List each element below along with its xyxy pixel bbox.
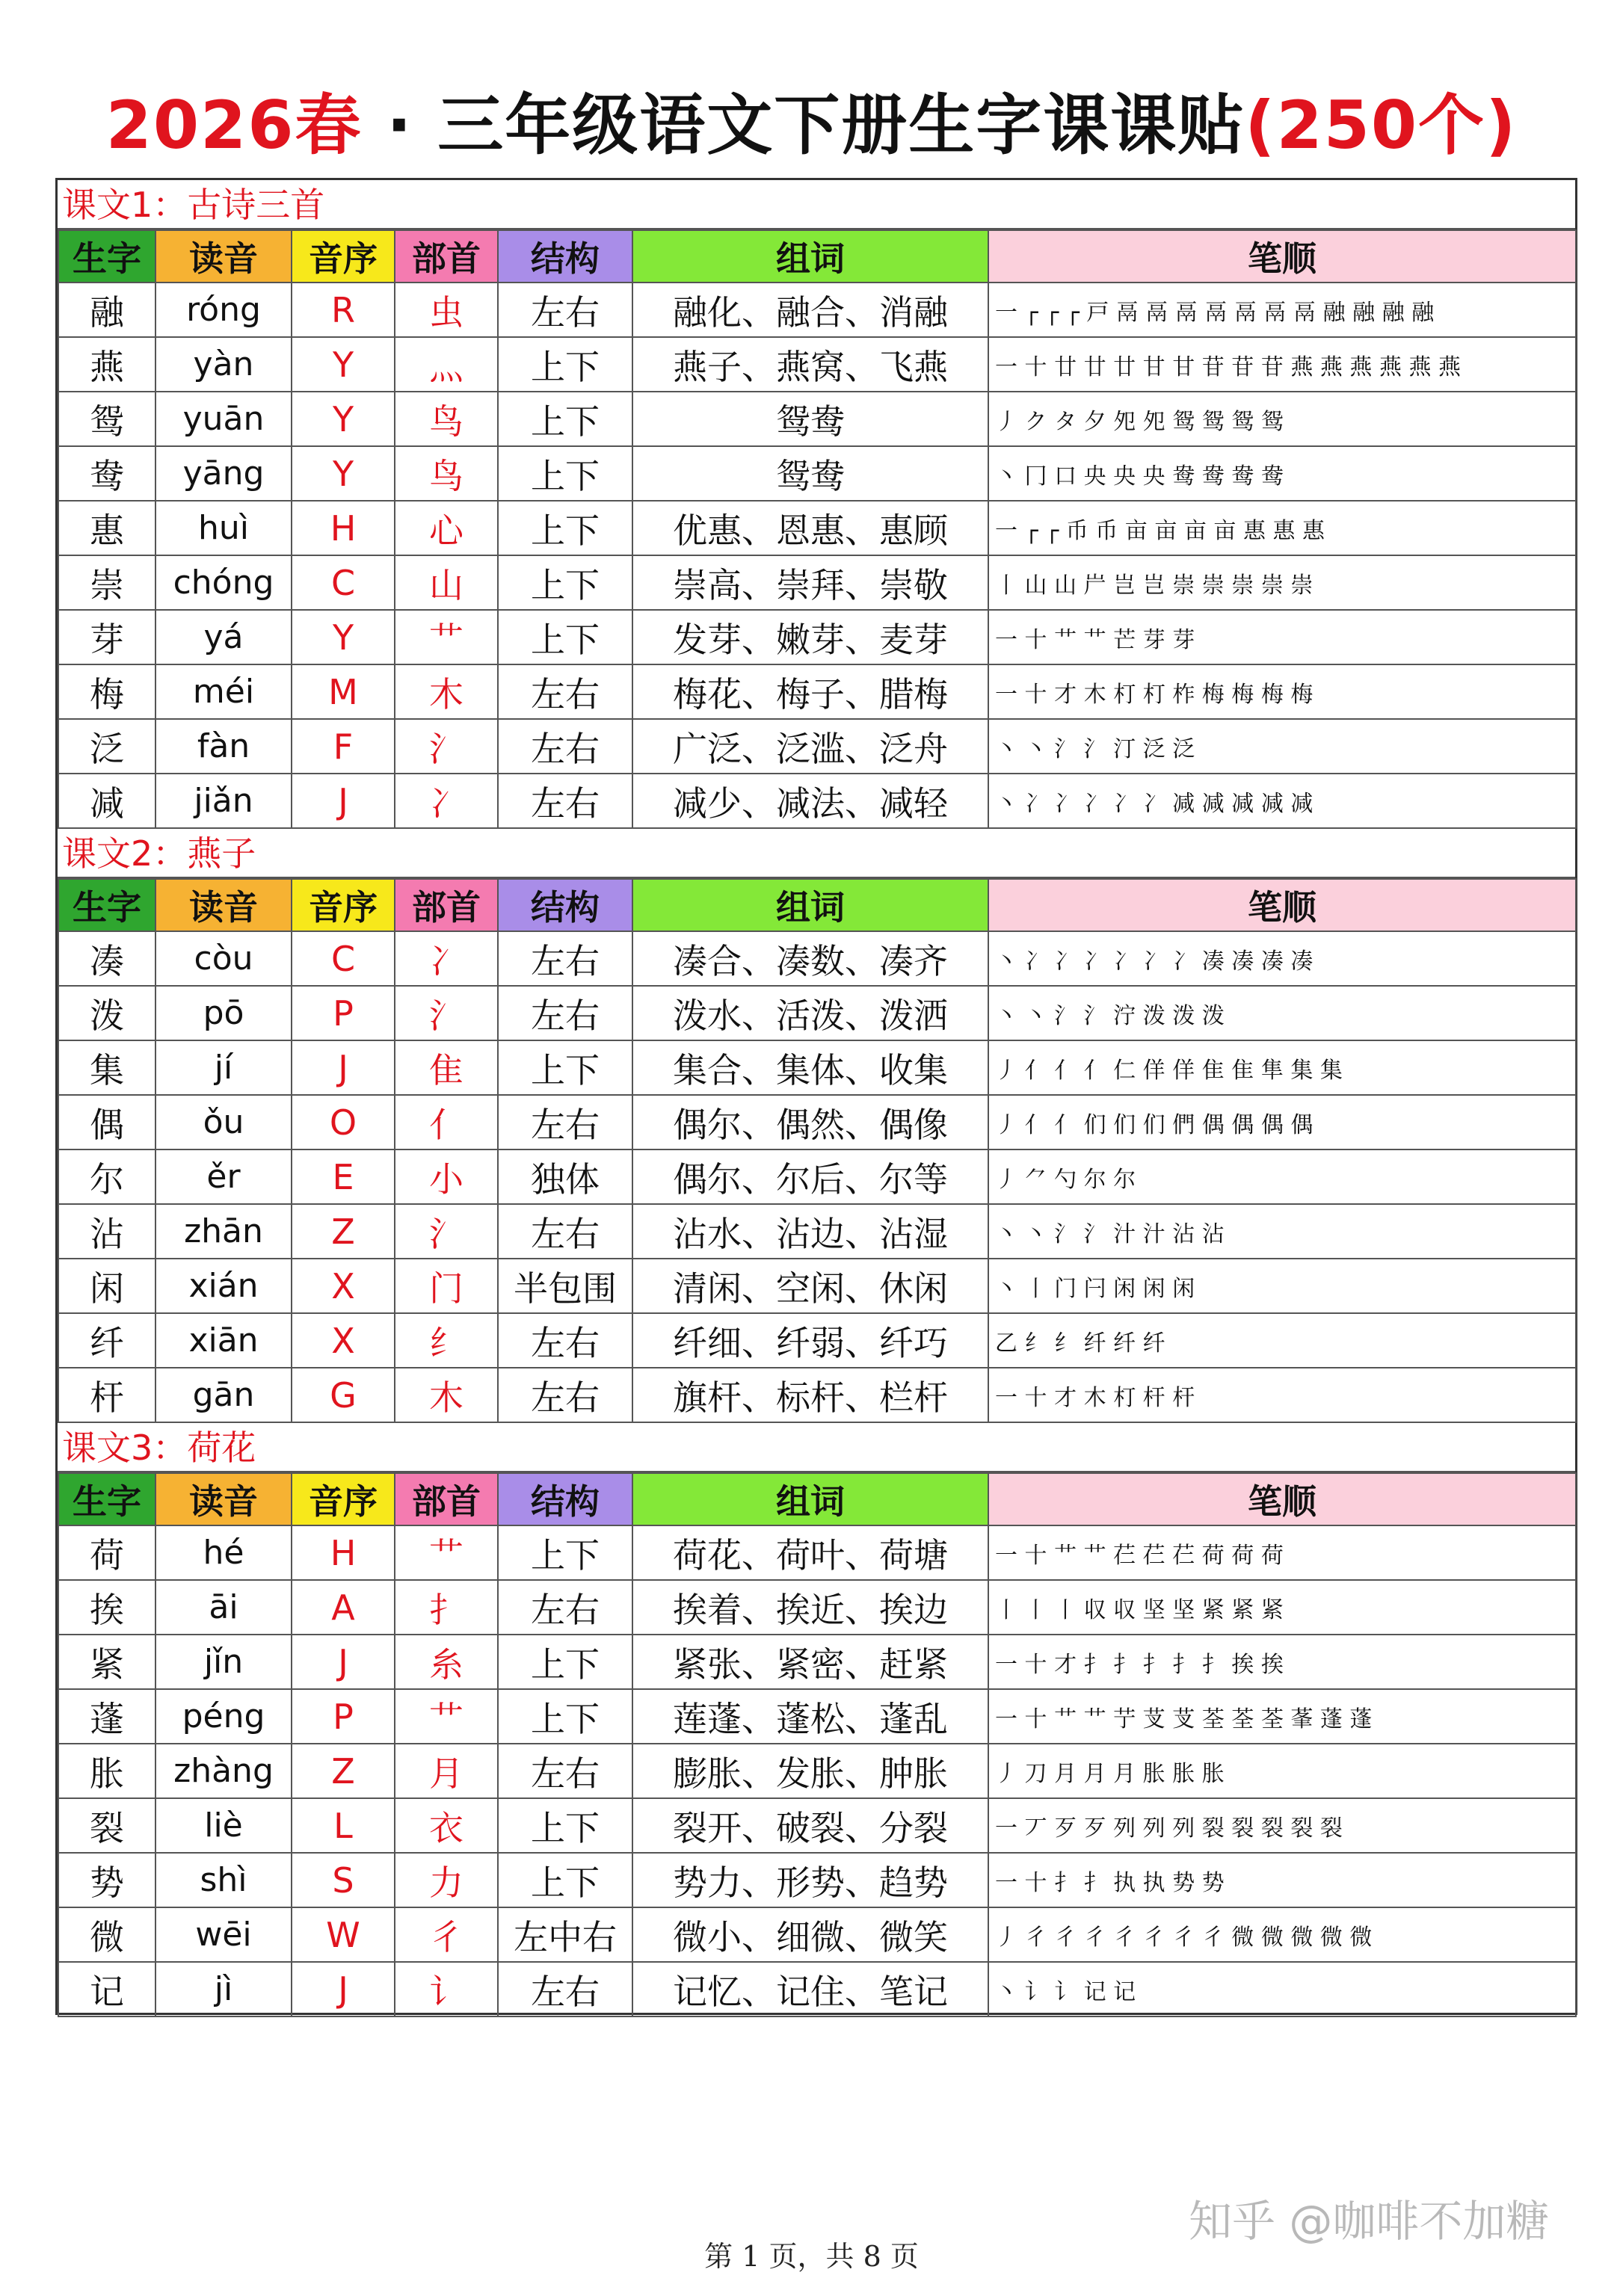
words-cell: 沾水、沾边、沾湿	[632, 1204, 988, 1259]
order-cell: A	[292, 1580, 395, 1635]
structure-cell: 上下	[498, 1689, 632, 1744]
header-strokes: 笔顺	[988, 1473, 1576, 1525]
table-row	[58, 1744, 1576, 1798]
character-table	[58, 1472, 1577, 2017]
title-count: (250个)	[1245, 87, 1518, 164]
order-cell: E	[292, 1149, 395, 1204]
structure-cell: 左右	[498, 283, 632, 337]
character-table	[58, 878, 1577, 1423]
pinyin-cell: yāng	[155, 446, 292, 501]
order-cell: H	[292, 501, 395, 555]
order-cell: H	[292, 1525, 395, 1580]
char-cell: 崇	[58, 555, 155, 610]
table-header-row	[58, 879, 1576, 931]
table-row	[58, 501, 1576, 555]
table-header-row	[58, 1473, 1576, 1525]
radical-cell: 亻	[395, 1095, 498, 1149]
radical-cell: 木	[395, 1368, 498, 1422]
radical-cell: 氵	[395, 719, 498, 774]
char-cell: 梅	[58, 664, 155, 719]
lesson-heading: 课文2：燕子	[58, 829, 1575, 878]
structure-cell: 左右	[498, 1204, 632, 1259]
char-cell: 惠	[58, 501, 155, 555]
words-cell: 纤细、纤弱、纤巧	[632, 1313, 988, 1368]
table-row	[58, 774, 1576, 828]
order-cell: Y	[292, 610, 395, 664]
radical-cell: 氵	[395, 1204, 498, 1259]
strokes-cell: 一 十 艹 艹 芒 芽 芽	[988, 610, 1576, 664]
table-row	[58, 283, 1576, 337]
strokes-cell: 丿 亻 亻 们 们 们 們 偶 偶 偶 偶	[988, 1095, 1576, 1149]
strokes-cell: 丨 丨 丨 収 収 坚 坚 紧 紧 紧	[988, 1580, 1576, 1635]
pinyin-cell: pō	[155, 986, 292, 1040]
table-row	[58, 931, 1576, 986]
char-cell: 减	[58, 774, 155, 828]
header-words: 组词	[632, 230, 988, 283]
pinyin-cell: péng	[155, 1689, 292, 1744]
pinyin-cell: xián	[155, 1259, 292, 1313]
header-radical: 部首	[395, 879, 498, 931]
strokes-cell: 乙 纟 纟 纤 纤 纤	[988, 1313, 1576, 1368]
char-cell: 鸳	[58, 392, 155, 446]
structure-cell: 左右	[498, 986, 632, 1040]
pinyin-cell: jiǎn	[155, 774, 292, 828]
radical-cell: 门	[395, 1259, 498, 1313]
structure-cell: 左右	[498, 931, 632, 986]
pinyin-cell: liè	[155, 1798, 292, 1853]
table-row	[58, 610, 1576, 664]
header-struct: 结构	[498, 230, 632, 283]
words-cell: 鸳鸯	[632, 446, 988, 501]
structure-cell: 上下	[498, 1040, 632, 1095]
char-cell: 微	[58, 1907, 155, 1962]
order-cell: Y	[292, 337, 395, 392]
order-cell: X	[292, 1313, 395, 1368]
strokes-cell: 丶 冫 冫 冫 冫 冫 减 减 减 减 减	[988, 774, 1576, 828]
pinyin-cell: ěr	[155, 1149, 292, 1204]
radical-cell: 冫	[395, 931, 498, 986]
words-cell: 凑合、凑数、凑齐	[632, 931, 988, 986]
strokes-cell: 丿 ク タ 夕 夗 夗 鸳 鸳 鸳 鸳	[988, 392, 1576, 446]
pinyin-cell: gān	[155, 1368, 292, 1422]
structure-cell: 左右	[498, 664, 632, 719]
radical-cell: 彳	[395, 1907, 498, 1962]
strokes-cell: 一 ┌ ┌ 币 币 亩 亩 亩 亩 惠 惠 惠	[988, 501, 1576, 555]
structure-cell: 上下	[498, 555, 632, 610]
pinyin-cell: zhān	[155, 1204, 292, 1259]
header-order: 音序	[292, 879, 395, 931]
header-char: 生字	[58, 1473, 155, 1525]
structure-cell: 左右	[498, 1368, 632, 1422]
watermark: 知乎 @咖啡不加糖	[1189, 2196, 1550, 2247]
radical-cell: 小	[395, 1149, 498, 1204]
pinyin-cell: xiān	[155, 1313, 292, 1368]
pinyin-cell: fàn	[155, 719, 292, 774]
char-cell: 势	[58, 1853, 155, 1907]
words-cell: 挨着、挨近、挨边	[632, 1580, 988, 1635]
order-cell: M	[292, 664, 395, 719]
strokes-cell: 丨 山 山 屵 岂 岂 崇 崇 崇 崇 崇	[988, 555, 1576, 610]
char-cell: 裂	[58, 1798, 155, 1853]
radical-cell: 艹	[395, 1689, 498, 1744]
header-struct: 结构	[498, 1473, 632, 1525]
order-cell: C	[292, 555, 395, 610]
strokes-cell: 一 十 才 木 朾 杆 杆	[988, 1368, 1576, 1422]
order-cell: R	[292, 283, 395, 337]
radical-cell: 冫	[395, 774, 498, 828]
words-cell: 清闲、空闲、休闲	[632, 1259, 988, 1313]
structure-cell: 左右	[498, 1095, 632, 1149]
pinyin-cell: jǐn	[155, 1635, 292, 1689]
words-cell: 势力、形势、趋势	[632, 1853, 988, 1907]
pinyin-cell: méi	[155, 664, 292, 719]
strokes-cell: 丶 丶 氵 氵 汀 泛 泛	[988, 719, 1576, 774]
words-cell: 减少、减法、减轻	[632, 774, 988, 828]
char-cell: 鸯	[58, 446, 155, 501]
order-cell: P	[292, 1689, 395, 1744]
words-cell: 偶尔、尔后、尔等	[632, 1149, 988, 1204]
strokes-cell: 一 十 廿 廿 廿 甘 甘 苷 苷 苷 燕 燕 燕 燕 燕 燕	[988, 337, 1576, 392]
order-cell: G	[292, 1368, 395, 1422]
strokes-cell: 丶 丶 氵 氵 汁 汁 沾 沾	[988, 1204, 1576, 1259]
table-row	[58, 555, 1576, 610]
table-row	[58, 1149, 1576, 1204]
table-row	[58, 1525, 1576, 1580]
structure-cell: 左右	[498, 1580, 632, 1635]
order-cell: Y	[292, 392, 395, 446]
pinyin-cell: yá	[155, 610, 292, 664]
order-cell: J	[292, 1040, 395, 1095]
order-cell: C	[292, 931, 395, 986]
char-cell: 偶	[58, 1095, 155, 1149]
radical-cell: 山	[395, 555, 498, 610]
table-row	[58, 1907, 1576, 1962]
header-order: 音序	[292, 1473, 395, 1525]
table-row	[58, 1635, 1576, 1689]
table-row	[58, 986, 1576, 1040]
structure-cell: 上下	[498, 1635, 632, 1689]
char-cell: 闲	[58, 1259, 155, 1313]
char-cell: 纤	[58, 1313, 155, 1368]
order-cell: S	[292, 1853, 395, 1907]
radical-cell: 月	[395, 1744, 498, 1798]
page-title	[0, 81, 1623, 170]
order-cell: P	[292, 986, 395, 1040]
table-row	[58, 1095, 1576, 1149]
lesson-heading: 课文3：荷花	[58, 1423, 1575, 1472]
char-cell: 挨	[58, 1580, 155, 1635]
order-cell: Z	[292, 1744, 395, 1798]
order-cell: X	[292, 1259, 395, 1313]
words-cell: 微小、细微、微笑	[632, 1907, 988, 1962]
pinyin-cell: yàn	[155, 337, 292, 392]
char-cell: 燕	[58, 337, 155, 392]
char-cell: 凑	[58, 931, 155, 986]
words-cell: 崇高、崇拜、崇敬	[632, 555, 988, 610]
header-radical: 部首	[395, 230, 498, 283]
order-cell: Y	[292, 446, 395, 501]
structure-cell: 半包围	[498, 1259, 632, 1313]
structure-cell: 左右	[498, 774, 632, 828]
char-cell: 紧	[58, 1635, 155, 1689]
table-row	[58, 1962, 1576, 2016]
radical-cell: 艹	[395, 610, 498, 664]
pinyin-cell: wēi	[155, 1907, 292, 1962]
order-cell: F	[292, 719, 395, 774]
pinyin-cell: jí	[155, 1040, 292, 1095]
strokes-cell: 一 ┌ ┌ ┌ 戸 鬲 鬲 鬲 鬲 鬲 鬲 鬲 融 融 融 融	[988, 283, 1576, 337]
pinyin-cell: jì	[155, 1962, 292, 2016]
structure-cell: 上下	[498, 501, 632, 555]
table-row	[58, 1580, 1576, 1635]
strokes-cell: 一 十 才 扌 扌 扌 扌 扌 挨 挨	[988, 1635, 1576, 1689]
table-row	[58, 1204, 1576, 1259]
table-row	[58, 337, 1576, 392]
strokes-cell: 丿 亻 亻 亻 仁 佯 佯 隹 隹 隼 集 集	[988, 1040, 1576, 1095]
strokes-cell: 一 十 扌 扌 执 执 势 势	[988, 1853, 1576, 1907]
pinyin-cell: chóng	[155, 555, 292, 610]
table-header-row	[58, 230, 1576, 283]
words-cell: 记忆、记住、笔记	[632, 1962, 988, 2016]
order-cell: Z	[292, 1204, 395, 1259]
table-row	[58, 1798, 1576, 1853]
header-struct: 结构	[498, 879, 632, 931]
header-char: 生字	[58, 230, 155, 283]
table-row	[58, 446, 1576, 501]
char-cell: 记	[58, 1962, 155, 2016]
char-cell: 芽	[58, 610, 155, 664]
strokes-cell: 一 十 才 木 朾 朾 柞 梅 梅 梅 梅	[988, 664, 1576, 719]
structure-cell: 左右	[498, 719, 632, 774]
header-read: 读音	[155, 1473, 292, 1525]
structure-cell: 左右	[498, 1744, 632, 1798]
table-row	[58, 664, 1576, 719]
order-cell: J	[292, 774, 395, 828]
header-order: 音序	[292, 230, 395, 283]
char-cell: 泼	[58, 986, 155, 1040]
words-cell: 鸳鸯	[632, 392, 988, 446]
strokes-cell: 丶 讠 讠 记 记	[988, 1962, 1576, 2016]
words-cell: 发芽、嫩芽、麦芽	[632, 610, 988, 664]
strokes-cell: 丶 冫 冫 冫 冫 冫 冫 凑 凑 凑 凑	[988, 931, 1576, 986]
words-cell: 荷花、荷叶、荷塘	[632, 1525, 988, 1580]
order-cell: W	[292, 1907, 395, 1962]
strokes-cell: 丶 丨 门 闩 闲 闲 闲	[988, 1259, 1576, 1313]
structure-cell: 左中右	[498, 1907, 632, 1962]
structure-cell: 上下	[498, 1525, 632, 1580]
title-year: 2026春	[105, 87, 363, 164]
strokes-cell: 丿 彳 彳 彳 彳 彳 彳 彳 微 微 微 微 微	[988, 1907, 1576, 1962]
radical-cell: 艹	[395, 1525, 498, 1580]
words-cell: 融化、融合、消融	[632, 283, 988, 337]
table-row	[58, 719, 1576, 774]
structure-cell: 独体	[498, 1149, 632, 1204]
page-footer: 第 1 页，共 8 页	[704, 2240, 919, 2273]
structure-cell: 上下	[498, 337, 632, 392]
table-row	[58, 392, 1576, 446]
header-read: 读音	[155, 230, 292, 283]
strokes-cell: 一 十 艹 艹 芢 芢 芢 荷 荷 荷	[988, 1525, 1576, 1580]
table-row	[58, 1259, 1576, 1313]
header-radical: 部首	[395, 1473, 498, 1525]
table-row	[58, 1689, 1576, 1744]
radical-cell: 心	[395, 501, 498, 555]
radical-cell: 氵	[395, 986, 498, 1040]
words-cell: 莲蓬、蓬松、蓬乱	[632, 1689, 988, 1744]
pinyin-cell: róng	[155, 283, 292, 337]
structure-cell: 上下	[498, 1798, 632, 1853]
char-cell: 尔	[58, 1149, 155, 1204]
table-row	[58, 1040, 1576, 1095]
words-cell: 膨胀、发胀、肿胀	[632, 1744, 988, 1798]
title-main: · 三年级语文下册生字课课贴	[362, 87, 1245, 164]
radical-cell: 虫	[395, 283, 498, 337]
strokes-cell: 丶 丶 氵 氵 泞 泼 泼 泼	[988, 986, 1576, 1040]
char-cell: 集	[58, 1040, 155, 1095]
order-cell: O	[292, 1095, 395, 1149]
strokes-cell: 丿 ⺈ 勺 尔 尔	[988, 1149, 1576, 1204]
character-table	[58, 229, 1577, 829]
words-cell: 优惠、恩惠、惠顾	[632, 501, 988, 555]
pinyin-cell: zhàng	[155, 1744, 292, 1798]
structure-cell: 上下	[498, 446, 632, 501]
char-cell: 胀	[58, 1744, 155, 1798]
words-cell: 旗杆、标杆、栏杆	[632, 1368, 988, 1422]
char-cell: 杆	[58, 1368, 155, 1422]
structure-cell: 左右	[498, 1962, 632, 2016]
table-row	[58, 1853, 1576, 1907]
pinyin-cell: huì	[155, 501, 292, 555]
pinyin-cell: yuān	[155, 392, 292, 446]
radical-cell: 讠	[395, 1962, 498, 2016]
structure-cell: 上下	[498, 392, 632, 446]
structure-cell: 上下	[498, 610, 632, 664]
radical-cell: 衣	[395, 1798, 498, 1853]
char-cell: 荷	[58, 1525, 155, 1580]
pinyin-cell: ǒu	[155, 1095, 292, 1149]
header-char: 生字	[58, 879, 155, 931]
radical-cell: 木	[395, 664, 498, 719]
words-cell: 偶尔、偶然、偶像	[632, 1095, 988, 1149]
words-cell: 泼水、活泼、泼洒	[632, 986, 988, 1040]
header-words: 组词	[632, 1473, 988, 1525]
pinyin-cell: shì	[155, 1853, 292, 1907]
table-row	[58, 1313, 1576, 1368]
vocabulary-table-frame	[55, 178, 1577, 2015]
header-words: 组词	[632, 879, 988, 931]
strokes-cell: 丶 冂 口 央 央 央 鸯 鸯 鸯 鸯	[988, 446, 1576, 501]
radical-cell: 鸟	[395, 392, 498, 446]
char-cell: 泛	[58, 719, 155, 774]
lesson-heading: 课文1：古诗三首	[58, 180, 1575, 229]
header-read: 读音	[155, 879, 292, 931]
header-strokes: 笔顺	[988, 879, 1576, 931]
pinyin-cell: āi	[155, 1580, 292, 1635]
radical-cell: 力	[395, 1853, 498, 1907]
words-cell: 裂开、破裂、分裂	[632, 1798, 988, 1853]
radical-cell: 扌	[395, 1580, 498, 1635]
words-cell: 燕子、燕窝、飞燕	[632, 337, 988, 392]
radical-cell: 灬	[395, 337, 498, 392]
header-strokes: 笔顺	[988, 230, 1576, 283]
radical-cell: 鸟	[395, 446, 498, 501]
char-cell: 沾	[58, 1204, 155, 1259]
radical-cell: 糸	[395, 1635, 498, 1689]
strokes-cell: 丿 刀 月 月 月 胀 胀 胀	[988, 1744, 1576, 1798]
order-cell: J	[292, 1635, 395, 1689]
order-cell: L	[292, 1798, 395, 1853]
words-cell: 梅花、梅子、腊梅	[632, 664, 988, 719]
pinyin-cell: còu	[155, 931, 292, 986]
words-cell: 集合、集体、收集	[632, 1040, 988, 1095]
order-cell: J	[292, 1962, 395, 2016]
radical-cell: 隹	[395, 1040, 498, 1095]
char-cell: 融	[58, 283, 155, 337]
char-cell: 蓬	[58, 1689, 155, 1744]
radical-cell: 纟	[395, 1313, 498, 1368]
words-cell: 广泛、泛滥、泛舟	[632, 719, 988, 774]
structure-cell: 上下	[498, 1853, 632, 1907]
words-cell: 紧张、紧密、赶紧	[632, 1635, 988, 1689]
table-row	[58, 1368, 1576, 1422]
strokes-cell: 一 十 艹 艹 艼 芆 芆 荃 荃 荃 莑 蓬 蓬	[988, 1689, 1576, 1744]
strokes-cell: 一 丆 歹 歹 列 列 列 裂 裂 裂 裂 裂	[988, 1798, 1576, 1853]
structure-cell: 左右	[498, 1313, 632, 1368]
pinyin-cell: hé	[155, 1525, 292, 1580]
